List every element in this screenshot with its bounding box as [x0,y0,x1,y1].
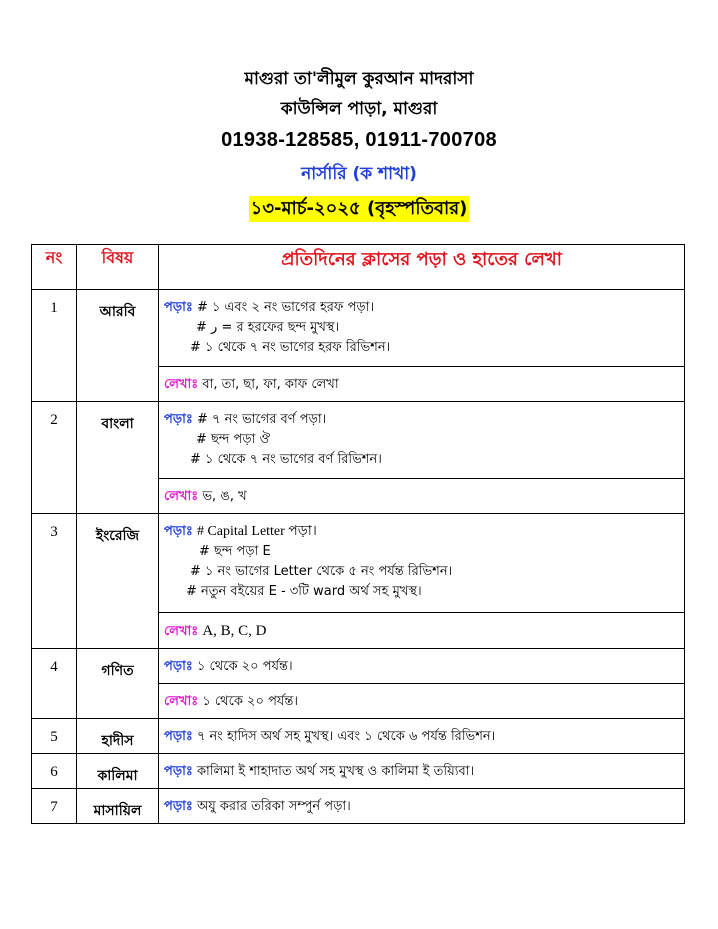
row-subject: আরবি [77,290,159,402]
reading-cell [159,754,685,789]
table-row [32,649,685,684]
reading-label: পড়াঃ [164,412,193,427]
row-subject: কালিমা [77,754,159,789]
reading-cell [159,402,685,479]
writing-label: লেখাঃ [164,694,199,709]
row-number: 4 [32,649,77,719]
reading-line: ৭ নং হাদিস অর্থ সহ মুখস্থ। এবং ১ থেকে ৬ পর্যন্ত রিভিশন। [196,729,496,744]
column-header-content: প্রতিদিনের ক্লাসের পড়া ও হাতের লেখা [159,245,685,290]
writing-text: ভ, ঙ, খ [202,489,247,504]
row-subject: গণিত [77,649,159,719]
reading-line: # ১ নং ভাগের Letter থেকে ৫ নং পর্যন্ত রিভিশন। [190,564,453,579]
reading-line: # Capital Letter পড়া। [196,524,317,539]
row-number: 6 [32,754,77,789]
writing-cell [159,613,685,649]
table-header-row [32,245,685,290]
reading-line: # ر = র হরফের ছন্দ মুখস্থ। [196,320,340,335]
reading-line: # ছন্দ পড়া E [199,544,271,559]
row-number: 7 [32,789,77,824]
reading-line: # ১ এবং ২ নং ভাগের হরফ পড়া। [196,300,375,315]
writing-text: বা, তা, ছা, ফা, কাফ লেখা [202,377,339,392]
row-number: 2 [32,402,77,514]
writing-cell [159,684,685,719]
document-header [0,64,718,223]
reading-label: পড়াঃ [164,300,193,315]
date-line [0,195,718,223]
writing-text: A, B, C, D [202,623,267,639]
reading-cell [159,290,685,367]
writing-label: লেখাঃ [164,377,199,392]
column-header-number: নং [32,245,77,290]
row-subject: বাংলা [77,402,159,514]
class-routine-table [31,244,685,824]
reading-label: পড়াঃ [164,659,193,674]
reading-line: অযু করার তরিকা সম্পুর্ন পড়া। [196,799,351,814]
reading-line: # ১ থেকে ৭ নং ভাগের হরফ রিভিশন। [190,340,391,355]
reading-cell [159,789,685,824]
table-row [32,789,685,824]
writing-cell [159,367,685,402]
writing-label: লেখাঃ [164,489,199,504]
column-header-subject: বিষয় [77,245,159,290]
reading-label: পড়াঃ [164,729,193,744]
class-section-title: নার্সারি (ক শাখা) [301,164,417,184]
row-subject: মাসায়িল [77,789,159,824]
reading-line: কালিমা ই শাহাদাত অর্থ সহ মুখস্থ ও কালিমা ই তয়্যিবা। [196,764,475,779]
writing-label: লেখাঃ [164,624,199,639]
row-subject: হাদীস [77,719,159,754]
writing-text: ১ থেকে ২০ পর্যন্ত। [202,694,299,709]
reading-cell [159,514,685,613]
table-row [32,754,685,789]
reading-line: # নতুন বইয়ের E - ৩টি ward অর্থ সহ মুখস্থ। [186,584,422,599]
date-highlight: ১৩-মার্চ-২০২৫ (বৃহস্পতিবার) [249,196,470,222]
table-row [32,290,685,367]
reading-label: পড়াঃ [164,524,193,539]
institution-name: মাগুরা তা'লীমুল কুরআন মাদরাসা [244,69,474,89]
row-number: 1 [32,290,77,402]
reading-label: পড়াঃ [164,764,193,779]
reading-cell [159,649,685,684]
reading-line: # ৭ নং ভাগের বর্ণ পড়া। [196,412,327,427]
reading-cell [159,719,685,754]
reading-line: ১ থেকে ২০ পর্যন্ত। [196,659,293,674]
reading-line: # ১ থেকে ৭ নং ভাগের বর্ণ রিভিশন। [190,452,382,467]
institution-address: কাউন্সিল পাড়া, মাগুরা [280,99,438,119]
table-row [32,514,685,613]
phone-numbers: 01938-128585, 01911-700708 [221,129,497,151]
table-row [32,402,685,479]
row-subject: ইংরেজি [77,514,159,649]
reading-line: # ছন্দ পড়া ঔ [196,432,271,447]
row-number: 5 [32,719,77,754]
reading-label: পড়াঃ [164,799,193,814]
row-number: 3 [32,514,77,649]
table-row [32,719,685,754]
writing-cell [159,479,685,514]
